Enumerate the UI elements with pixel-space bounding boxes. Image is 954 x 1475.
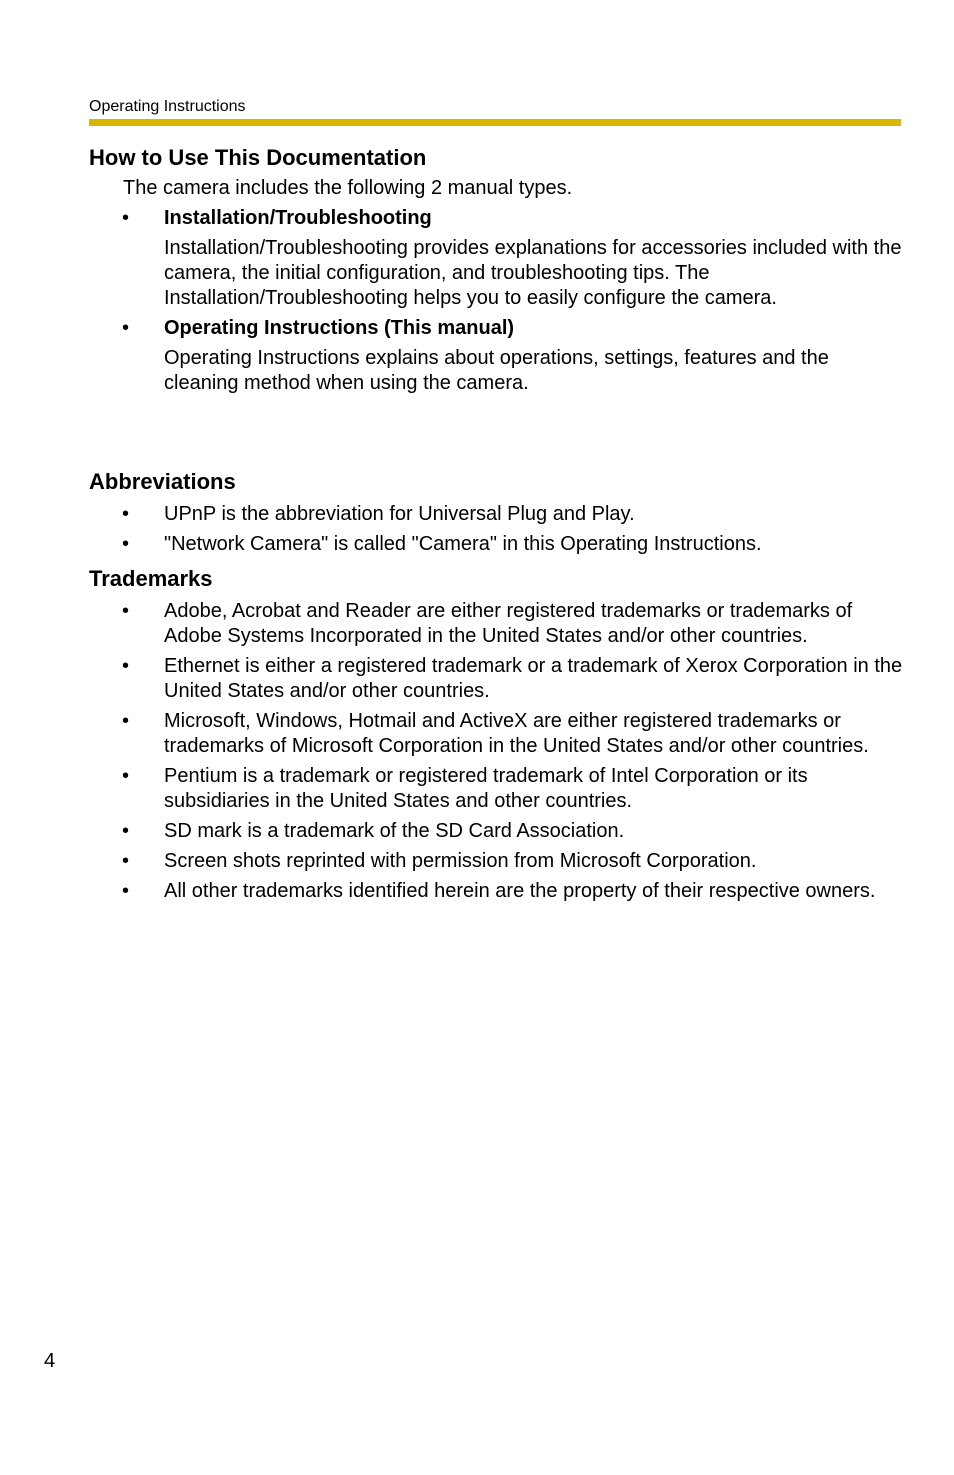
trademarks-section xyxy=(89,565,904,904)
list-item xyxy=(89,849,904,874)
list-item-text: "Network Camera" is called "Camera" in this Operating Instructions. xyxy=(164,533,762,555)
header-rule xyxy=(89,119,901,126)
bullet-icon: • xyxy=(122,317,130,339)
list-item-text: Pentium is a trademark or registered trademark of Intel Corporation or its subsidiaries in the United States and other countries. xyxy=(164,765,808,812)
list-item-text: UPnP is the abbreviation for Universal Plug and Play. xyxy=(164,503,635,525)
list-item xyxy=(89,502,904,527)
page-number: 4 xyxy=(44,1350,56,1372)
manual-item-description: Installation/Troubleshooting provides explanations for accessories included with the camera, the initial configuration, and troubleshooting tips. The Installation/Troubleshooting helps you to easily configure the camera. xyxy=(164,237,902,309)
abbreviations-heading: Abbreviations xyxy=(89,469,236,494)
how-to-use-intro: The camera includes the following 2 manual types. xyxy=(123,177,573,199)
list-item xyxy=(89,532,904,557)
manual-item-operating-instructions xyxy=(89,316,904,396)
abbreviations-list xyxy=(89,502,904,557)
bullet-icon: • xyxy=(122,600,130,622)
bullet-icon: • xyxy=(122,710,130,732)
how-to-use-section xyxy=(89,144,904,396)
how-to-use-heading: How to Use This Documentation xyxy=(89,145,427,170)
manual-item-title: Operating Instructions (This manual) xyxy=(164,317,515,339)
list-item xyxy=(89,599,904,649)
bullet-icon: • xyxy=(122,820,130,842)
manual-types-list xyxy=(89,206,904,396)
bullet-icon: • xyxy=(122,533,130,555)
bullet-icon: • xyxy=(122,850,130,872)
list-item xyxy=(89,764,904,814)
abbreviations-section xyxy=(89,468,904,557)
bullet-icon: • xyxy=(122,880,130,902)
manual-item-title: Installation/Troubleshooting xyxy=(164,207,432,229)
running-header: Operating Instructions xyxy=(89,98,246,115)
list-item-text: Screen shots reprinted with permission from Microsoft Corporation. xyxy=(164,850,757,872)
bullet-icon: • xyxy=(122,765,130,787)
list-item xyxy=(89,819,904,844)
bullet-icon: • xyxy=(122,503,130,525)
bullet-icon: • xyxy=(122,655,130,677)
manual-item-installation xyxy=(89,206,904,311)
list-item xyxy=(89,654,904,704)
list-item-text: Adobe, Acrobat and Reader are either registered trademarks or trademarks of Adobe Systems Incorporated in the United States and/or other countries. xyxy=(164,600,853,647)
list-item-text: Microsoft, Windows, Hotmail and ActiveX are either registered trademarks or trademarks of Microsoft Corporation in the United States and/or other countries. xyxy=(164,710,869,757)
trademarks-list xyxy=(89,599,904,904)
bullet-icon: • xyxy=(122,207,130,229)
trademarks-heading: Trademarks xyxy=(89,566,213,591)
list-item xyxy=(89,709,904,759)
list-item-text: Ethernet is either a registered trademark or a trademark of Xerox Corporation in the United States and/or other countries. xyxy=(164,655,903,702)
list-item-text: All other trademarks identified herein are the property of their respective owners. xyxy=(164,880,876,902)
list-item-text: SD mark is a trademark of the SD Card Association. xyxy=(164,820,625,842)
list-item xyxy=(89,879,904,904)
manual-item-description: Operating Instructions explains about operations, settings, features and the cleaning method when using the camera. xyxy=(164,347,829,394)
page-content xyxy=(89,144,904,904)
